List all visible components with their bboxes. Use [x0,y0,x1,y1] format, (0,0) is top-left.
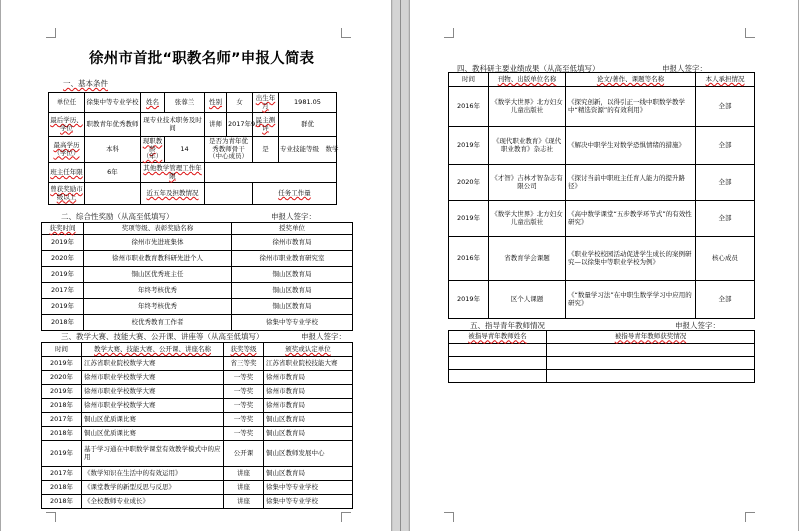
table-cell [449,370,547,383]
awards-table [41,222,353,331]
table-cell: 《才智》吉林才智杂志有限公司 [489,165,566,201]
section-4-applicant: 申报人签字： [662,64,707,73]
table-cell: 徐州市职业学校数学大赛 [82,385,224,399]
table-cell: 徐州市职业学校数学大赛 [82,399,224,413]
table-cell: 2016年 [449,87,489,127]
table-row [449,201,755,237]
table-cell: 《解决中职学生对数学恐惧情绪的措施》 [566,127,696,165]
table-cell: 《“数量学习法”在中职生数学学习中应用的研究》 [566,281,696,319]
table-cell: 公开课 [224,441,264,467]
col-header-event: 教学大赛、技能大赛、公开课、讲座名称 [82,343,224,357]
table-row [42,315,353,331]
table-cell: 《高中数学课堂“五步教学环节式”的有效性研究》 [566,201,696,237]
table-cell: 《数学大世界》北方妇女儿童出版社 [489,201,566,237]
table-cell: 一等奖 [224,427,264,441]
label-other-admin: 其他教学管理工作年限 [141,163,205,183]
label-gender: 性别 [205,93,227,113]
table-cell: 2018年 [42,481,82,495]
crop-mark [444,512,454,522]
table-cell [449,357,547,370]
table-cell: 2018年 [42,495,82,509]
table-cell: 《现代职业教育》《现代职业教育》杂志社 [489,127,566,165]
table-cell: 全部 [696,127,755,165]
table-row [449,281,755,319]
value-highest-degree: 本科 [85,137,141,163]
table-cell: 徐集中等专业学校 [264,481,353,495]
table-cell: 铜山区教育局 [264,427,353,441]
col-header-level: 获奖等级 [224,343,264,357]
table-cell: 《全校教师专业成长》 [82,495,224,509]
table-cell: 铜山区教育局 [264,467,353,481]
table-cell: 全部 [696,281,755,319]
table-row [42,495,353,509]
table-cell: 徐州市教育局 [232,235,353,251]
table-cell [547,370,755,383]
table-cell: 铜山区教师发展中心 [264,441,353,467]
table-cell: 2016年 [449,237,489,281]
table-cell [547,344,755,357]
table-cell: 年终考核优秀 [84,299,232,315]
value-evaluation: 群优 [279,113,337,137]
col-header-mentee: 被指导青年教师姓名 [449,331,547,344]
value-title-date: 2017年9月 [227,113,253,137]
col-header-issuer: 颁奖或认定单位 [264,343,353,357]
page-1 [0,0,392,531]
table-cell: 2018年 [42,399,82,413]
table-cell: 徐州市职业教育教科研先进个人 [84,251,232,267]
table-cell: 2017年 [42,467,82,481]
crop-mark [46,28,56,38]
label-birth: 出生年月 [253,93,279,113]
table-row [42,399,353,413]
table-cell: 铜山区教育局 [232,267,353,283]
value-backbone: 是 [253,137,279,163]
table-cell: 一等奖 [224,371,264,385]
section-4-heading: 四、教科研主要业绩成果（从高至低填写） [457,64,600,73]
table-cell: 《课堂教学的新型反思与反思》 [82,481,224,495]
col-header-paper: 论文/著作、课题等名称 [566,73,696,87]
table-row [42,441,353,467]
label-workload: 任务工作量 [253,183,337,205]
table-cell: 徐州市教育局 [264,385,353,399]
table-cell: 2019年 [449,127,489,165]
col-header-time: 时间 [449,73,489,87]
research-table [448,72,755,319]
table-row [42,413,353,427]
table-cell: 2017年 [42,283,84,299]
value-other-admin [205,163,337,183]
value-degree: 职教青年优秀教师 [85,113,141,137]
value-teaching-years: 14 [165,137,205,163]
value-awards [85,183,141,205]
table-row [449,127,755,165]
table-cell: 一等奖 [224,385,264,399]
table-cell: 2019年 [42,385,82,399]
table-row [42,467,353,481]
value-class-teacher: 6年 [85,163,141,183]
section-1-heading: 一、基本条件 [63,79,108,88]
crop-mark [745,512,755,522]
table-cell: 《探讨当前中职班主任育人能力的提升路径》 [566,165,696,201]
table-cell: 2018年 [42,427,82,441]
label-degree: 最后学历、学位 [49,113,85,137]
table-cell: 徐州市教育局 [264,371,353,385]
table-cell: 《数学知识在生活中的有效运用》 [82,467,224,481]
table-cell: 2019年 [42,299,84,315]
table-row [42,299,353,315]
table-cell: 徐州市职业学校数学大赛 [82,371,224,385]
table-row [42,481,353,495]
table-cell: 讲座 [224,481,264,495]
table-cell: 讲座 [224,467,264,481]
basic-info-table [48,92,337,205]
table-cell: 2020年 [42,251,84,267]
table-cell: 2019年 [42,267,84,283]
table-row [449,87,755,127]
table-row [449,237,755,281]
crop-mark [444,28,454,38]
col-header-time: 时间 [42,343,82,357]
col-header-unit: 授奖单位 [232,223,353,235]
table-cell: 省三等奖 [224,357,264,371]
label-class-teacher: 班主任年限 [49,163,85,183]
table-cell: 2017年 [42,413,82,427]
table-cell: 《职业学校校园活动促进学生成长的案例研究—以徐集中等职业学校为例》 [566,237,696,281]
label-name: 姓名 [141,93,165,113]
label-highest-degree: 最高学历（学位） [49,137,85,163]
table-cell: 区个人课题 [489,281,566,319]
table-cell: 2019年 [449,201,489,237]
table-cell: 徐州市教育局 [264,399,353,413]
table-cell: 江苏省职业院校技能大赛 [264,357,353,371]
section-5-heading: 五、指导青年教师情况 [470,321,545,330]
table-cell: 徐集中等专业学校 [264,495,353,509]
table-cell: 铜山区优质课比赛 [82,427,224,441]
table-cell: 徐集中等专业学校 [232,315,353,331]
table-cell: 一等奖 [224,413,264,427]
col-header-time: 获奖时间 [42,223,84,235]
table-row [449,344,755,357]
table-row [42,357,353,371]
value-gender: 女 [227,93,253,113]
value-name: 张蓉兰 [165,93,205,113]
table-cell: 铜山区教育局 [232,283,353,299]
crop-mark [46,512,56,522]
label-teaching-years: 现职教龄（年） [141,137,165,163]
page-title: 徐州市首批“职教名师”申报人简表 [89,51,315,67]
table-cell: 江苏省职业院校数学大赛 [82,357,224,371]
value-birth: 1981.05 [279,93,337,113]
mentoring-table [448,330,755,383]
competitions-table [41,342,353,509]
label-unit: 单位任 [49,93,85,113]
table-row [42,385,353,399]
table-row [42,283,353,299]
table-cell: 省教育学会课题 [489,237,566,281]
value-teaching [205,183,253,205]
table-cell: 2020年 [449,165,489,201]
table-cell: 《数学大世界》北方妇女儿童出版社 [489,87,566,127]
table-row [42,251,353,267]
label-teaching: 近五年及担教情况 [141,183,205,205]
value-title: 讲师 [205,113,227,137]
table-cell: 铜山区优质课比赛 [82,413,224,427]
label-title: 现专业技术职务及时间 [141,113,205,137]
table-row [42,267,353,283]
label-backbone: 是否为青年优秀教师骨干（中心成员） [205,137,253,163]
table-cell: 2019年 [42,357,82,371]
table-row [449,370,755,383]
crop-mark [745,28,755,38]
table-cell: 铜山区教育局 [232,299,353,315]
table-cell: 《探究创新，以得引正一线中职数学教学中“精选资源”的有效利用》 [566,87,696,127]
col-header-publisher: 刊物、出版单位名称 [489,73,566,87]
table-cell: 2019年 [42,235,84,251]
table-row [449,165,755,201]
table-cell: 徐州市职业教育研究室 [232,251,353,267]
label-evaluation: 民主测评 [253,113,279,137]
col-header-award: 奖项等级、表彰奖励名称 [84,223,232,235]
table-cell: 讲座 [224,495,264,509]
table-cell: 全部 [696,87,755,127]
table-cell [449,344,547,357]
section-2-applicant: 申报人签字： [271,212,316,221]
crop-mark [341,512,351,522]
table-cell: 基于学习通在中职数学课堂有效教学模式中的应用 [82,441,224,467]
col-header-mentee-awards: 被指导青年教师获奖情况 [547,331,755,344]
table-row [42,235,353,251]
table-row [449,357,755,370]
table-cell: 铜山区教育局 [264,413,353,427]
table-cell: 一等奖 [224,399,264,413]
table-row [42,427,353,441]
col-header-role: 本人承担情况 [696,73,755,87]
table-cell: 2019年 [42,441,82,467]
value-subject: 专业技能等级 数学 [279,137,337,163]
table-cell: 2018年 [42,315,84,331]
table-row [42,371,353,385]
section-2-heading: 二、综合性奖励（从高至低填写） [61,212,174,221]
table-cell [547,357,755,370]
page-gap [393,0,408,531]
section-5-applicant: 申报人签字： [675,321,720,330]
crop-mark [341,28,351,38]
value-unit: 徐集中等专业学校 [85,93,141,113]
table-cell: 2020年 [42,371,82,385]
table-cell: 2019年 [449,281,489,319]
table-cell: 铜山区优秀班主任 [84,267,232,283]
section-3-heading: 三、教学大赛、技能大赛、公开课、讲座等（从高至低填写） [61,332,264,341]
page-2 [409,0,799,531]
table-cell: 徐州市先进班集体 [84,235,232,251]
table-cell: 核心成员 [696,237,755,281]
table-cell: 年终考核优秀 [84,283,232,299]
table-cell: 全部 [696,201,755,237]
label-awards: 曾获奖励市级以上 [49,183,85,205]
table-cell: 全部 [696,165,755,201]
section-3-applicant: 申报人签字： [301,332,346,341]
table-cell: 校优秀教育工作者 [84,315,232,331]
